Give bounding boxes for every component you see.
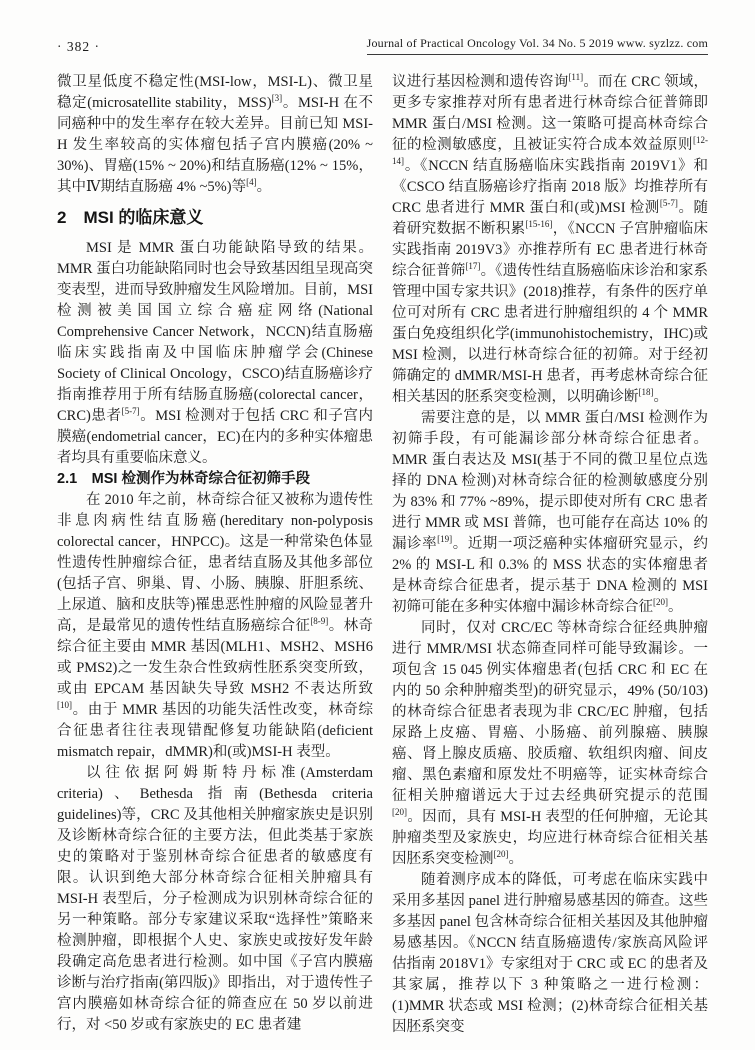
right-column (392, 72, 708, 1038)
paragraph-lynch-definition: 在 2010 年之前，林奇综合征又被称为遗传性非息肉病性结直肠癌(hereditary non-polyposis colorectal cancer，HNPCC)。这是一种常染色体显性遗传性肿瘤综合征，患者结直肠及其他多部位(包括子宫、卵巢、胃、小肠、胰腺、肝胆系统、上尿道、脑和皮肤等)罹患恶性肿瘤的风险显著升高，是最常见的遗传性结直肠癌综合征[8-9]。林奇综合征主要由 MMR 基因(MLH1、MSH2、MSH6 或 PMS2)之一发生杂合性致病性胚系突变所致，或由 EPCAM 基因缺失导致 MSH2 不表达所致[10]。由于 MMR 基因的功能失活性改变，林奇综合征患者往往表现错配修复功能缺陷(deficient mismatch repair，dMMR)和(或)MSI-H 表型。 (57, 492, 374, 760)
paragraph-msi-clinical-significance: MSI 是 MMR 蛋白功能缺陷导致的结果。MMR 蛋白功能缺陷同时也会导致基因组呈现高突变表型，进而导致肿瘤发生风险增加。目前，MSI 检测被美国国立综合癌症网络(National Comprehensive Cancer Network，NCCN)结直肠癌临床实践指南及中国临床肿瘤学会(Chinese Society of Clinical Oncology，CSCO)结直肠癌诊疗指南推荐用于所有结肠直肠癌(colorectal cancer，CRC)患者[5-7]。MSI 检测对于包括 CRC 和子宫内膜癌(endometrial cancer，EC)在内的多种实体瘤患者均具有重要临床意义。 (57, 240, 373, 466)
paragraph-continuation-msi-intro: 微卫星低度不稳定性(MSI-low，MSI-L)、微卫星稳定(microsatellite stability，MSS)[3]。MSI-H 在不同癌种中的发生率存在较大差异。目前已知 MSI-H 发生率较高的实体瘤包括子宫内膜癌(20% ~ 30%)、胃癌(15% ~ 20%)和结直肠癌(12% ~ 15%，其中Ⅳ期结直肠癌 4% ~5%)等[4]。 (57, 74, 373, 195)
subsection-heading-2-1: 2.1 MSI 检测作为林奇综合征初筛手段 (57, 471, 310, 487)
paragraph-multigene-panel: 随着测序成本的降低，可考虑在临床实践中采用多基因 panel 进行肿瘤易感基因的筛查。这些多基因 panel 包含林奇综合征相关基因及其他肿瘤易感基因。《NCCN 结直肠癌遗传/家族高风险评估指南 2018V1》专家组对于 CRC 或 EC 的患者及其家属，推荐以下 3 种策略之一进行检测：(1)MMR 状态或 MSI 检测；(2)林奇综合征相关基因胚系突变 (392, 872, 708, 1035)
journal-title-line: Journal of Practical Oncology Vol. 34 No. 5 2019 www. syzlzz. com (367, 36, 708, 55)
page-number: · 382 · (57, 39, 100, 54)
paragraph-non-crc-ec-tumors: 同时，仅对 CRC/EC 等林奇综合征经典肿瘤进行 MMR/MSI 状态筛查同样可能导致漏诊。一项包含 15 045 例实体瘤患者(包括 CRC 和 EC 在内的 50 余种肿瘤类型)的研究显示，49% (50/103)的林奇综合征患者表现为非 CRC/EC 肿瘤，包括尿路上皮癌、胃癌、小肠癌、前列腺癌、胰腺癌、肾上腺皮质癌、胶质瘤、软组织肉瘤、间皮瘤、黑色素瘤和原发灶不明癌等，证实林奇综合征相关肿瘤谱远大于过去经典研究提示的范围[20]。因而，具有 MSI-H 表型的任何肿瘤，无论其肿瘤类型及家族史，均应进行林奇综合征相关基因胚系突变检测[20]。 (392, 620, 708, 867)
left-column (57, 72, 373, 1038)
two-column-body (57, 72, 708, 1038)
paragraph-continuation-genetic-counsel: 议进行基因检测和遗传咨询[11]。而在 CRC 领域，更多专家推荐对所有患者进行林奇综合征普筛即 MMR 蛋白/MSI 检测。这一策略可提高林奇综合征的检测敏感度，且被证实符合成本效益原则[12-14]。《NCCN 结直肠癌临床实践指南 2019V1》和《CSCO 结直肠癌诊疗指南 2018 版》均推荐所有 CRC 患者进行 MMR 蛋白和(或)MSI 检测[5-7]。随着研究数据不断积累[15-16]，《NCCN 子宫肿瘤临床实践指南 2019V3》亦推荐所有 EC 患者进行林奇综合征普筛[17]。《遗传性结直肠癌临床诊治和家系管理中国专家共识》(2018)推荐，有条件的医疗单位可对所有 CRC 患者进行肿瘤组织的 4 个 MMR 蛋白免疫组织化学(immunohistochemistry，IHC)或 MSI 检测，以进行林奇综合征的初筛。对于经初筛确定的 dMMR/MSI-H 患者，再考虑林奇综合征相关基因的胚系突变检测，以明确诊断[18]。 (392, 72, 709, 405)
paragraph-lynch-screening-history: 以往依据阿姆斯特丹标准(Amsterdam criteria)、Bethesda 指南(Bethesda criteria guidelines)等，CRC 及其他相关肿瘤家族史是识别及诊断林奇综合征的主要方法，但此类基于家族史的策略对于鉴别林奇综合征患者的敏感度有限。认识到绝大部分林奇综合征相关肿瘤具有 MSI-H 表型后，分子检测成为识别林奇综合征的另一种策略。部分专家建议采取“选择性”策略来检测肿瘤，即根据个人史、家族史或按好发年龄段确定高危患者进行检测。如中国《子宫内膜癌诊断与治疗指南(第四版)》即指出，对于遗传性子宫内膜癌如林奇综合征的筛查应在 50 岁以前进行，对 <50 岁或有家族史的 EC 患者建 (57, 765, 373, 1033)
page-header (57, 36, 708, 55)
section-heading-2: 2 MSI 的临床意义 (57, 208, 204, 227)
paragraph-screening-miss-rate: 需要注意的是，以 MMR 蛋白/MSI 检测作为初筛手段，有可能漏诊部分林奇综合征患者。MMR 蛋白表达及 MSI(基于不同的微卫星位点选择的 DNA 检测)对林奇综合征的检测敏感度分别为 83% 和 77% ~89%，提示即使对所有 CRC 患者进行 MMR 或 MSI 普筛，也可能存在高达 10% 的漏诊率[19]。近期一项泛癌种实体瘤研究显示，约 2% 的 MSI-L 和 0.3% 的 MSS 状态的实体瘤患者是林奇综合征患者，提示基于 DNA 检测的 MSI 初筛可能在多种实体瘤中漏诊林奇综合征[20]。 (392, 410, 709, 615)
